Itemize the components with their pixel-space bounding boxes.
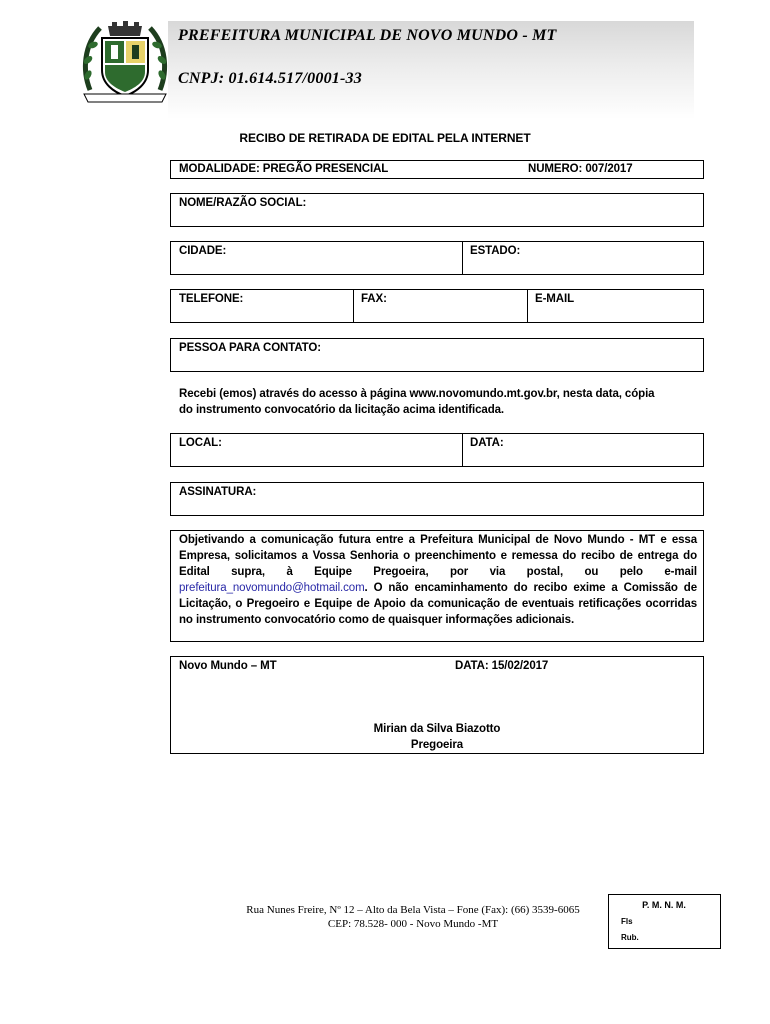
notice-email-link[interactable]: prefeitura_novomundo@hotmail.com [179,582,365,594]
declaration-line-2: do instrumento convocatório da licitação acima identificada. [179,404,505,416]
notice-text-end: . O não encaminhamento do recibo exime a Comissão de Licitação, o Pregoeiro e Equipe de Apoio da comunicação de eventuais retificações ocorridas no instrumento convocatório como de quaisquer informações adicionais. [179,582,697,626]
modalidade-label: MODALIDADE: PREGÃO PRESENCIAL [179,163,389,175]
contact-row [170,289,704,323]
modalidade-row [170,160,704,179]
coat-of-arms-logo [80,20,170,106]
fax-label: FAX: [361,293,387,305]
stamp-title: P. M. N. M. [642,900,686,910]
cnpj: CNPJ: 01.614.517/0001-33 [178,70,362,87]
divider [527,290,528,322]
divider [462,434,463,466]
cidade-estado-row [170,241,704,275]
numero-label: NUMERO: 007/2017 [528,163,633,175]
contato-label: PESSOA PARA CONTATO: [179,342,321,354]
contato-field[interactable] [170,338,704,372]
signature-box [170,656,704,754]
notice-text-start: Objetivando a comunicação futura entre a Prefeitura Municipal de Novo Mundo - MT e essa Empresa, solicitamos a Vossa Senhoria o preenchimento e remessa do recibo de entrega do Edital supra, à Equipe Pregoeira, por via postal, ou pelo e-mail [179,534,697,578]
signature-place: Novo Mundo – MT [179,660,277,672]
form-title: RECIBO DE RETIRADA DE EDITAL PELA INTERNET [239,131,531,145]
org-name: PREFEITURA MUNICIPAL DE NOVO MUNDO - MT [178,27,557,44]
signature-role: Pregoeira [410,739,464,751]
notice-box [170,530,704,642]
signature-name: Mirian da Silva Biazotto [373,723,501,735]
data-label: DATA: [470,437,504,449]
divider [462,242,463,274]
footer-cep: CEP: 78.528- 000 - Novo Mundo -MT [327,918,499,930]
footer-address: Rua Nunes Freire, Nº 12 – Alto da Bela Vista – Fone (Fax): (66) 3539-6065 [246,904,580,916]
cidade-label: CIDADE: [179,245,227,257]
declaration-line-1: Recebi (emos) através do acesso à página www.novomundo.mt.gov.br, nesta data, cópia [179,388,655,400]
local-label: LOCAL: [179,437,222,449]
stamp-box [608,894,721,949]
stamp-rub: Rub. [621,933,639,942]
stamp-fls: Fls [621,917,633,926]
notice-text [179,532,697,628]
signature-date: DATA: 15/02/2017 [455,660,549,672]
email-label: E-MAIL [535,293,575,305]
nome-label: NOME/RAZÃO SOCIAL: [179,197,307,209]
nome-field[interactable] [170,193,704,227]
telefone-label: TELEFONE: [179,293,244,305]
estado-label: ESTADO: [470,245,521,257]
local-data-row [170,433,704,467]
assinatura-field[interactable] [170,482,704,516]
assinatura-label: ASSINATURA: [179,486,257,498]
divider [353,290,354,322]
